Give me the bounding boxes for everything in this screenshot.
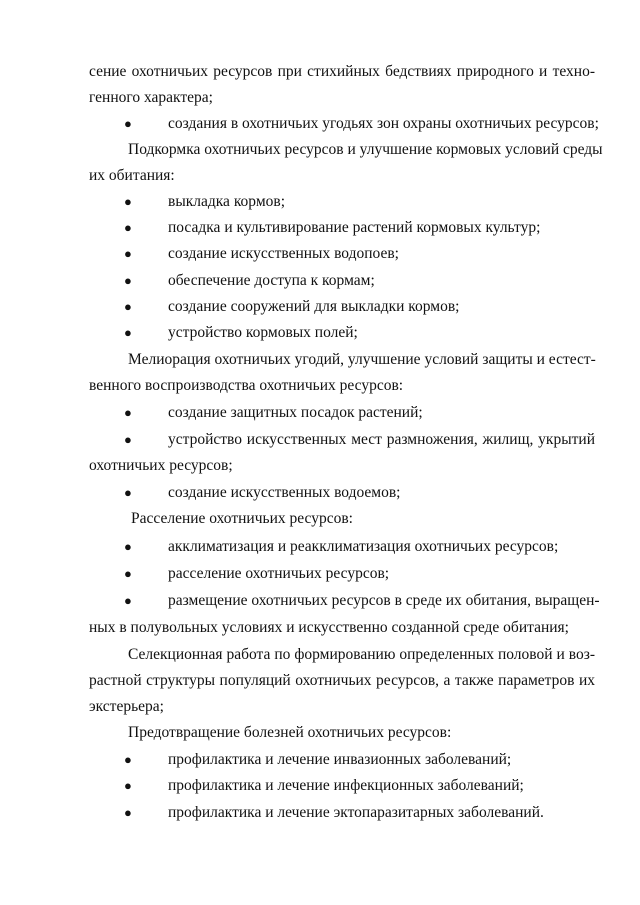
bullet-icon: ● [124,593,132,608]
list-item: создание сооружений для выкладки кормов; [168,298,460,315]
paragraph-heading: Расселение охотничьих ресурсов: [131,510,353,527]
text-line: растной структуры популяций охотничьих ресурсов, а также параметров их [89,672,595,689]
bullet-icon: ● [124,539,132,554]
paragraph-heading: Мелиорация охотничьих угодий, улучшение условий защиты и естест- [128,351,596,368]
text-line: генного характера; [89,89,213,106]
text-line: ных в полувольных условиях и искусственно созданной среде обитания; [89,619,569,636]
bullet-icon: ● [124,299,132,314]
list-item: акклиматизация и реакклиматизация охотничьих ресурсов; [168,538,559,555]
bullet-icon: ● [124,805,132,820]
list-item: устройство кормовых полей; [168,324,358,341]
list-item: расселение охотничьих ресурсов; [168,565,390,582]
list-item: профилактика и лечение инфекционных заболеваний; [168,777,524,794]
list-item: размещение охотничьих ресурсов в среде их обитания, выращен- [168,592,600,609]
bullet-icon: ● [124,194,132,209]
bullet-icon: ● [124,405,132,420]
bullet-icon: ● [124,778,132,793]
list-item: создание искусственных водопоев; [168,245,399,262]
paragraph-heading: Подкормка охотничьих ресурсов и улучшение кормовых условий среды [128,141,603,158]
text-line: сение охотничьих ресурсов при стихийных бедствиях природного и техно- [89,63,595,80]
list-item: создание защитных посадок растений; [168,404,423,421]
paragraph-heading: Селекционная работа по формированию определенных половой и воз- [128,646,595,663]
list-item: создание искусственных водоемов; [168,484,401,501]
bullet-icon: ● [124,246,132,261]
text-line: их обитания: [89,167,175,184]
bullet-icon: ● [124,485,132,500]
bullet-icon: ● [124,432,132,447]
list-item: профилактика и лечение инвазионных заболеваний; [168,751,512,768]
list-item: выкладка кормов; [168,193,286,210]
list-item: обеспечение доступа к кормам; [168,272,375,289]
bullet-icon: ● [124,273,132,288]
paragraph-heading: Предотвращение болезней охотничьих ресурсов: [128,724,452,741]
bullet-icon: ● [124,116,132,131]
list-item: профилактика и лечение эктопаразитарных заболеваний. [168,804,544,821]
text-line: экстерьера; [89,698,164,715]
list-item: создания в охотничьих угодьях зон охраны охотничьих ресурсов; [168,115,599,132]
bullet-icon: ● [124,325,132,340]
bullet-icon: ● [124,752,132,767]
text-line: венного воспроизводства охотничьих ресурсов: [89,377,404,394]
text-line: охотничьих ресурсов; [89,457,233,474]
list-item: посадка и культивирование растений кормовых культур; [168,219,541,236]
list-item: устройство искусственных мест размножения, жилищ, укрытий [168,431,595,448]
bullet-icon: ● [124,566,132,581]
bullet-icon: ● [124,220,132,235]
